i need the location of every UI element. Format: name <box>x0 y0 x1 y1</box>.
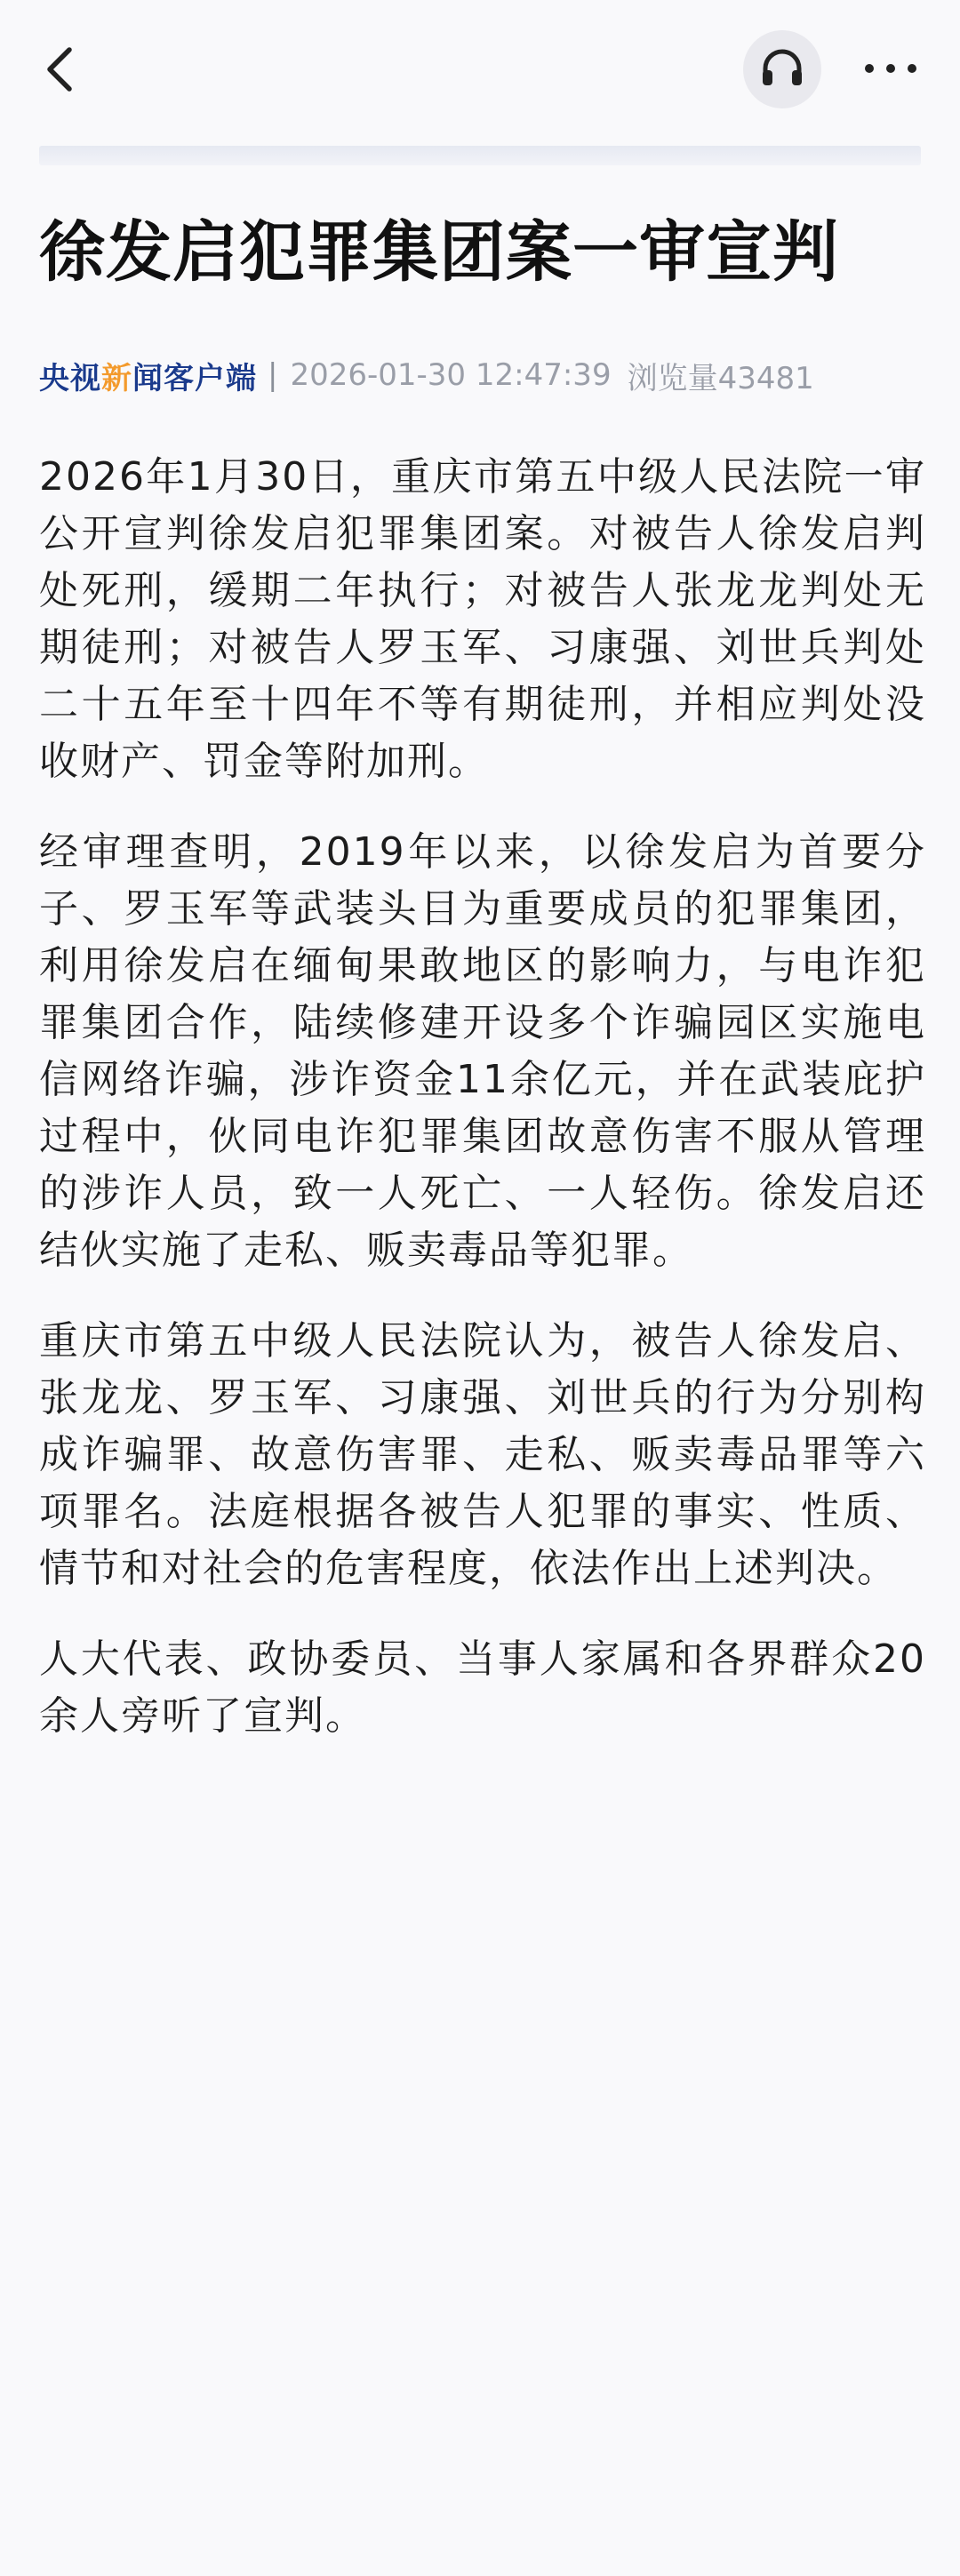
header-divider <box>39 146 921 165</box>
top-toolbar <box>0 0 960 142</box>
article-meta <box>39 348 814 402</box>
back-button[interactable] <box>34 36 87 107</box>
article-paragraph: 2026年1月30日，重庆市第五中级人民法院一审公开宣判徐发启犯罪集团案。对被告人徐发启判处死刑，缓期二年执行；对被告人张龙龙判处无期徒刑；对被告人罗玉军、习康强、刘世兵判处二十五年至十四年不等有期徒刑，并相应判处没收财产、罚金等附加刑。 <box>39 454 926 784</box>
article-paragraph: 经审理查明，2019年以来，以徐发启为首要分子、罗玉军等武装头目为重要成员的犯罪集团，利用徐发启在缅甸果敢地区的影响力，与电诈犯罪集团合作，陆续修建开设多个诈骗园区实施电信网络诈骗，涉诈资金11余亿元，并在武装庇护过程中，伙同电诈犯罪集团故意伤害不服从管理的涉诈人员，致一人死亡、一人轻伤。徐发启还结伙实施了走私、贩卖毒品等犯罪。 <box>39 829 926 1273</box>
meta-separator: | <box>268 357 278 393</box>
source-logo[interactable] <box>39 354 257 397</box>
article-paragraph: 重庆市第五中级人民法院认为，被告人徐发启、张龙龙、罗玉军、习康强、刘世兵的行为分别构成诈骗罪、故意伤害罪、走私、贩卖毒品罪等六项罪名。法庭根据各被告人犯罪的事实、性质、情节和对社会的危害程度，依法作出上述判决。 <box>39 1318 926 1591</box>
more-options-button[interactable] <box>855 36 926 103</box>
headphones-icon <box>760 47 804 92</box>
source-name-part1: 央视 <box>39 360 101 396</box>
publish-time: 2026-01-30 12:47:39 <box>290 357 612 393</box>
listen-audio-button[interactable] <box>743 30 821 108</box>
more-horizontal-icon <box>863 61 918 78</box>
source-name-accent: 新 <box>101 360 132 396</box>
article-title: 徐发启犯罪集团案一审宣判 <box>39 214 839 291</box>
source-name-part3: 闻客户端 <box>132 360 257 396</box>
article-paragraph: 人大代表、政协委员、当事人家属和各界群众20余人旁听了宣判。 <box>39 1636 926 1739</box>
view-count: 浏览量43481 <box>627 360 814 396</box>
chevron-left-icon <box>43 43 78 100</box>
article-body <box>39 449 926 1779</box>
